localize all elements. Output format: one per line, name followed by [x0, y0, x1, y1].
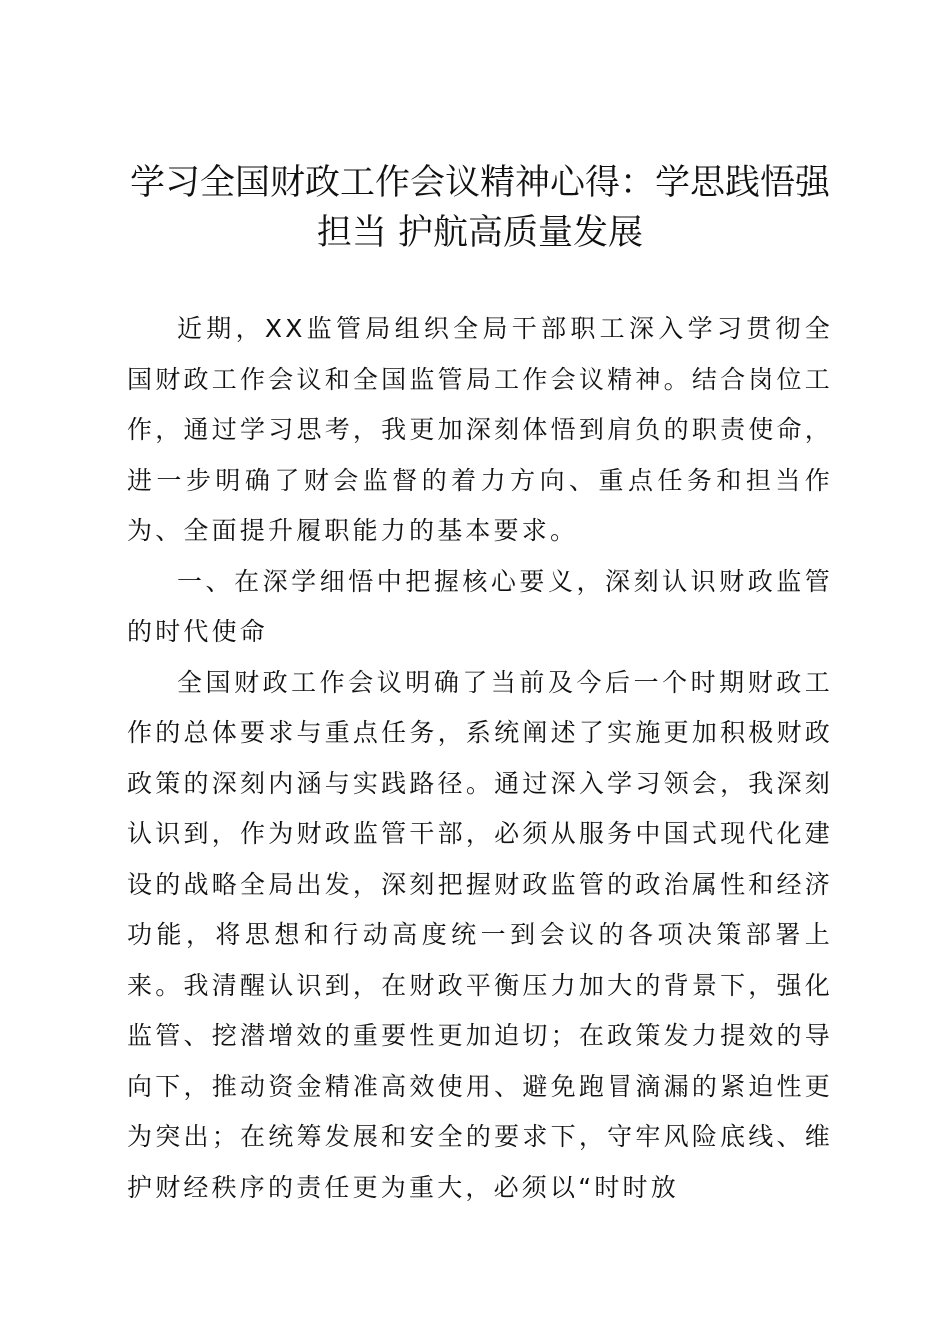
paragraph-intro: 近期，XX监管局组织全局干部职工深入学习贯彻全国财政工作会议和全国监管局工作会议精神。结合岗位工作，通过学习思考，我更加深刻体悟到肩负的职责使命，进一步明确了财会监督的着力方向、重点任务和担当作为、全面提升履职能力的基本要求。	[127, 314, 833, 545]
document-title	[127, 158, 833, 258]
section-heading-1: 一、在深学细悟中把握核心要义，深刻认识财政监管的时代使命	[127, 566, 833, 646]
paragraph-section-1: 全国财政工作会议明确了当前及今后一个时期财政工作的总体要求与重点任务，系统阐述了实施更加积极财政政策的深刻内涵与实践路径。通过深入学习领会，我深刻认识到，作为财政监管干部，必须从服务中国式现代化建设的战略全局出发，深刻把握财政监管的政治属性和经济功能，将思想和行动高度统一到会议的各项决策部署上来。我清醒认识到，在财政平衡压力加大的背景下，强化监管、挖潜增效的重要性更加迫切；在政策发力提效的导向下，推动资金精准高效使用、避免跑冒滴漏的紧迫性更为突出；在统筹发展和安全的要求下，守牢风险底线、维护财经秩序的责任更为重大，必须以“时时放	[127, 667, 833, 1202]
document-body	[127, 304, 833, 1213]
title-line-1: 学习全国财政工作会议精神心得：学思践悟强	[129, 163, 830, 203]
document-page	[127, 158, 833, 1213]
title-line-2: 担当 护航高质量发展	[316, 213, 644, 253]
